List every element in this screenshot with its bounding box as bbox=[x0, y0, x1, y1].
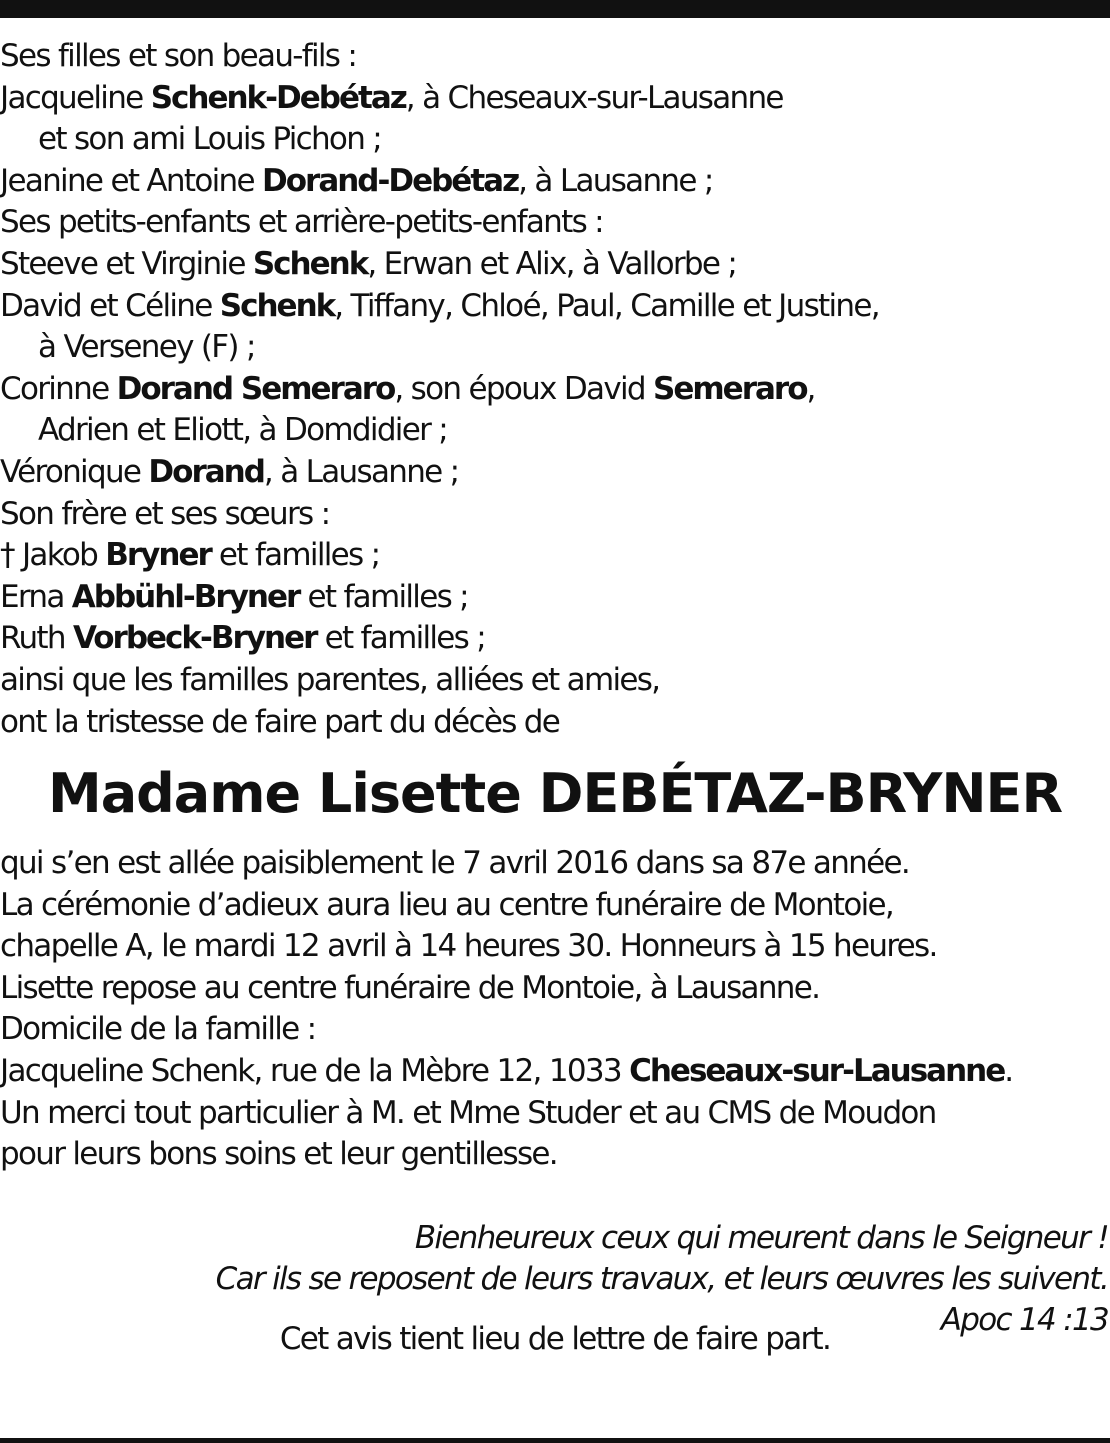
family-surname: Schenk bbox=[219, 287, 335, 324]
family-text: Corinne bbox=[0, 370, 117, 407]
family-line bbox=[0, 78, 1108, 120]
verse-reference: Apoc 14 :13 bbox=[940, 1302, 1108, 1338]
verse-line: Car ils se reposent de leurs travaux, et leurs œuvres les suivent. bbox=[215, 1261, 1108, 1297]
family-text: David et Céline bbox=[0, 287, 220, 324]
family-line: à Verseney (F) ; bbox=[38, 329, 255, 366]
family-line bbox=[0, 244, 1108, 286]
family-text: † Jakob bbox=[0, 537, 106, 574]
family-text: Jacqueline bbox=[0, 79, 151, 116]
family-line bbox=[0, 286, 1108, 328]
family-line: Adrien et Eliott, à Domdidier ; bbox=[38, 412, 448, 449]
family-surname: Vorbeck-Bryner bbox=[72, 620, 317, 657]
family-text: , à Lausanne ; bbox=[518, 162, 713, 199]
family-surname: Dorand-Debétaz bbox=[262, 162, 519, 199]
family-line bbox=[0, 369, 1108, 411]
family-line bbox=[0, 618, 1108, 660]
family-line bbox=[0, 452, 1108, 494]
details-line: qui s’en est allée paisiblement le 7 avril 2016 dans sa 87e année. bbox=[0, 845, 909, 881]
address-text: Jacqueline Schenk, rue de la Mèbre 12, 1033 bbox=[0, 1052, 630, 1089]
details-line: La cérémonie d’adieux aura lieu au centre funéraire de Montoie, bbox=[0, 886, 894, 923]
details-line: chapelle A, le mardi 12 avril à 14 heures 30. Honneurs à 15 heures. bbox=[0, 928, 937, 965]
family-list bbox=[0, 36, 1108, 743]
family-text: Véronique bbox=[0, 453, 149, 490]
deceased-name: Madame Lisette DEBÉTAZ-BRYNER bbox=[47, 762, 1063, 825]
bottom-rule bbox=[0, 1438, 1110, 1443]
family-surname: Dorand bbox=[148, 453, 264, 490]
family-text: Steeve et Virginie bbox=[0, 245, 253, 282]
family-text: Erna bbox=[0, 578, 72, 615]
family-text: , son époux David bbox=[394, 370, 654, 407]
family-text: , à Cheseaux-sur-Lausanne bbox=[405, 79, 783, 116]
closing-note: Cet avis tient lieu de lettre de faire part. bbox=[279, 1321, 831, 1357]
family-line: et son ami Louis Pichon ; bbox=[38, 121, 382, 158]
daughters-heading: Ses filles et son beau-fils : bbox=[0, 38, 357, 74]
details-line: Un merci tout particulier à M. et Mme Studer et au CMS de Moudon bbox=[0, 1094, 936, 1131]
family-text: , bbox=[806, 370, 815, 407]
family-text: , à Lausanne ; bbox=[263, 453, 459, 490]
family-line bbox=[0, 161, 1108, 203]
family-text: et familles ; bbox=[299, 578, 468, 615]
family-text: Ruth bbox=[0, 620, 73, 657]
family-text: , Erwan et Alix, à Vallorbe ; bbox=[367, 245, 737, 282]
address-text: . bbox=[1004, 1052, 1013, 1089]
siblings-heading: Son frère et ses sœurs : bbox=[0, 495, 330, 532]
ceremony-details bbox=[0, 843, 1108, 1176]
details-line: Domicile de la famille : bbox=[0, 1011, 316, 1048]
address-town: Cheseaux-sur-Lausanne bbox=[629, 1052, 1005, 1089]
top-rule bbox=[0, 0, 1110, 18]
family-line: ainsi que les familles parentes, alliées et amies, bbox=[0, 661, 660, 698]
family-surname: Schenk-Debétaz bbox=[150, 79, 406, 116]
family-text: et familles ; bbox=[316, 620, 486, 657]
family-surname: Dorand Semeraro bbox=[116, 370, 395, 407]
family-address bbox=[0, 1051, 1108, 1093]
announcement-line: ont la tristesse de faire part du décès de bbox=[0, 703, 560, 740]
grandchildren-heading: Ses petits-enfants et arrière-petits-enfants : bbox=[0, 204, 603, 241]
family-line bbox=[0, 535, 1108, 577]
family-surname: Bryner bbox=[105, 537, 211, 574]
family-text: Jeanine et Antoine bbox=[0, 162, 262, 199]
details-line: Lisette repose au centre funéraire de Montoie, à Lausanne. bbox=[0, 969, 820, 1006]
details-line: pour leurs bons soins et leur gentillesse. bbox=[0, 1136, 557, 1173]
family-text: , Tiffany, Chloé, Paul, Camille et Justine, bbox=[334, 287, 879, 324]
family-line bbox=[0, 577, 1108, 619]
family-surname: Abbühl-Bryner bbox=[71, 578, 300, 615]
family-surname: Semeraro bbox=[653, 370, 807, 407]
family-surname: Schenk bbox=[252, 245, 368, 282]
family-text: et familles ; bbox=[210, 537, 380, 574]
verse-line: Bienheureux ceux qui meurent dans le Seigneur ! bbox=[414, 1220, 1108, 1256]
